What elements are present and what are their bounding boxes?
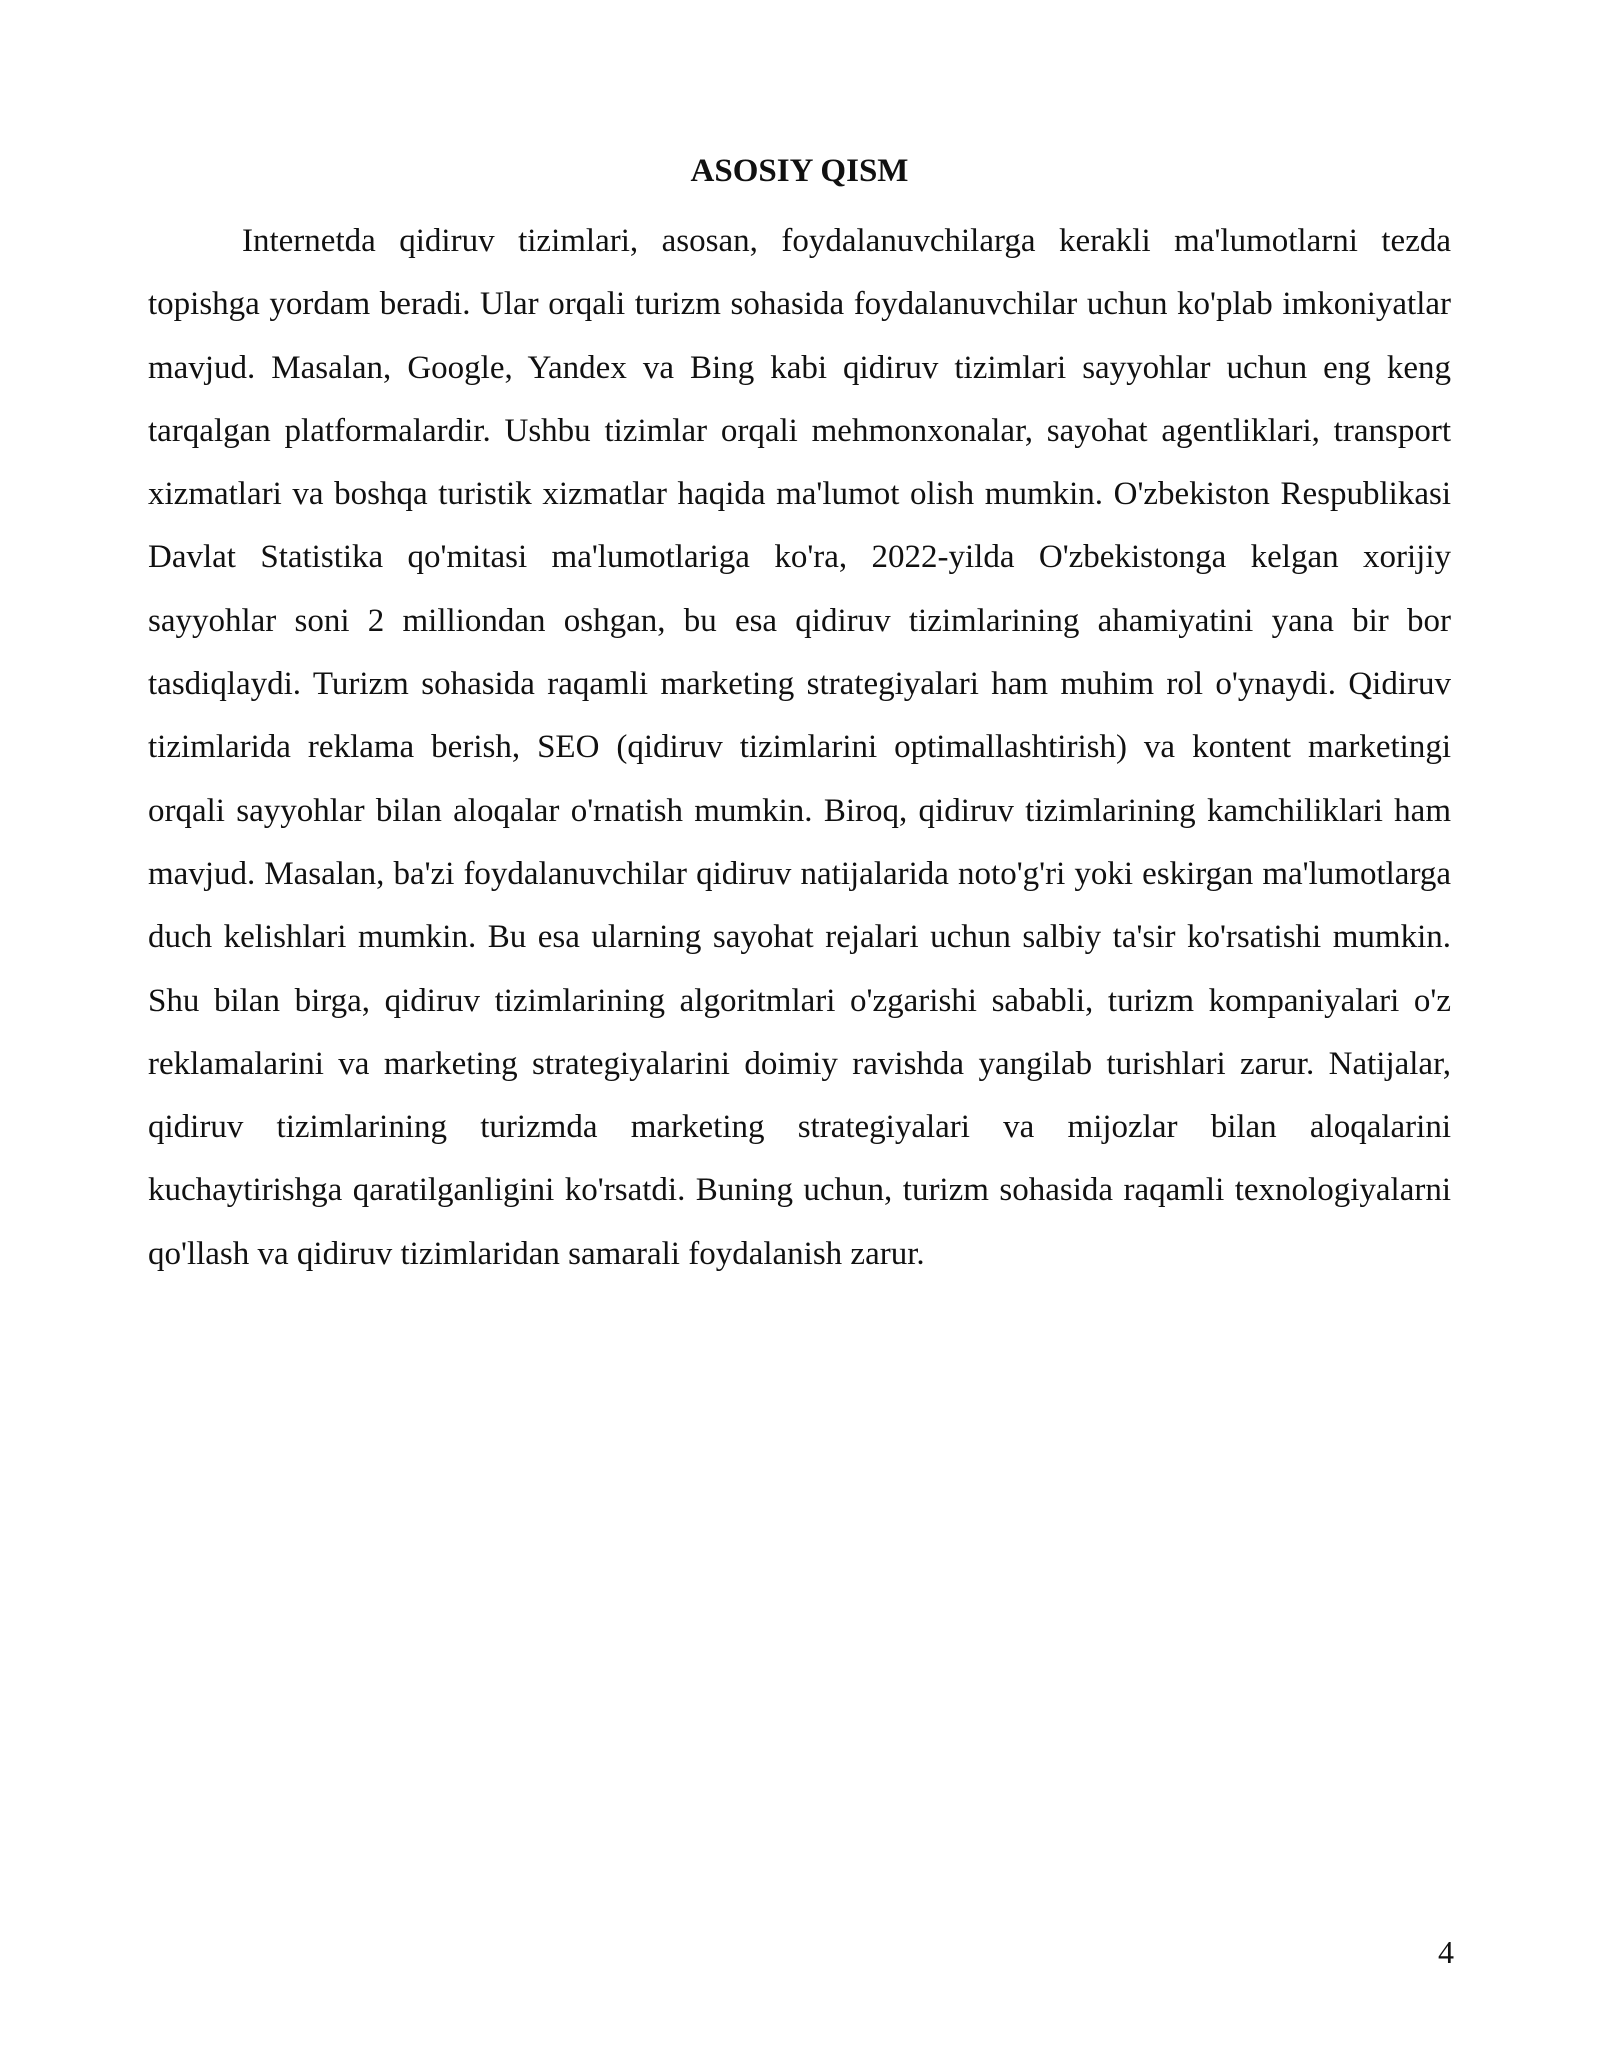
section-heading: ASOSIY QISM: [690, 153, 909, 189]
body-paragraph: Internetda qidiruv tizimlari, asosan, foydalanuvchilarga kerakli ma'lumotlarni tezda topishga yordam beradi. Ular orqali turizm sohasida foydalanuvchilar uchun ko'plab imkoniyatlar mavjud. Masalan, Google, Yandex va Bing kabi qidiruv tizimlari sayyohlar uchun eng keng tarqalgan platformalardir. Ushbu tizimlar orqali mehmonxonalar, sayohat agentliklari, transport xizmatlari va boshqa turistik xizmatlar haqida ma'lumot olish mumkin. O'zbekiston Respublikasi Davlat Statistika qo'mitasi ma'lumotlariga ko'ra, 2022-yilda O'zbekistonga kelgan xorijiy sayyohlar soni 2 milliondan oshgan, bu esa qidiruv tizimlarining ahamiyatini yana bir bor tasdiqlaydi. Turizm sohasida raqamli marketing strategiyalari ham muhim rol o'ynaydi. Qidiruv tizimlarida reklama berish, SEO (qidiruv tizimlarini optimallashtirish) va kontent marketingi orqali sayyohlar bilan aloqalar o'rnatish mumkin. Biroq, qidiruv tizimlarining kamchiliklari ham mavjud. Masalan, ba'zi foydalanuvchilar qidiruv natijalarida noto'g'ri yoki eskirgan ma'lumotlarga duch kelishlari mumkin. Bu esa ularning sayohat rejalari uchun salbiy ta'sir ko'rsatishi mumkin. Shu bilan birga, qidiruv tizimlarining algoritmlari o'zgarishi sababli, turizm kompaniyalari o'z reklamalarini va marketing strategiyalarini doimiy ravishda yangilab turishlari zarur. Natijalar, qidiruv tizimlarining turizmda marketing strategiyalari va mijozlar bilan aloqalarini kuchaytirishga qaratilganligini ko'rsatdi. Buning uchun, turizm sohasida raqamli texnologiyalarni qo'llash va qidiruv tizimlaridan samarali foydalanish zarur.: [148, 223, 1451, 1272]
page-number: 4: [1438, 1934, 1454, 1970]
page-content: [148, 142, 1451, 1286]
